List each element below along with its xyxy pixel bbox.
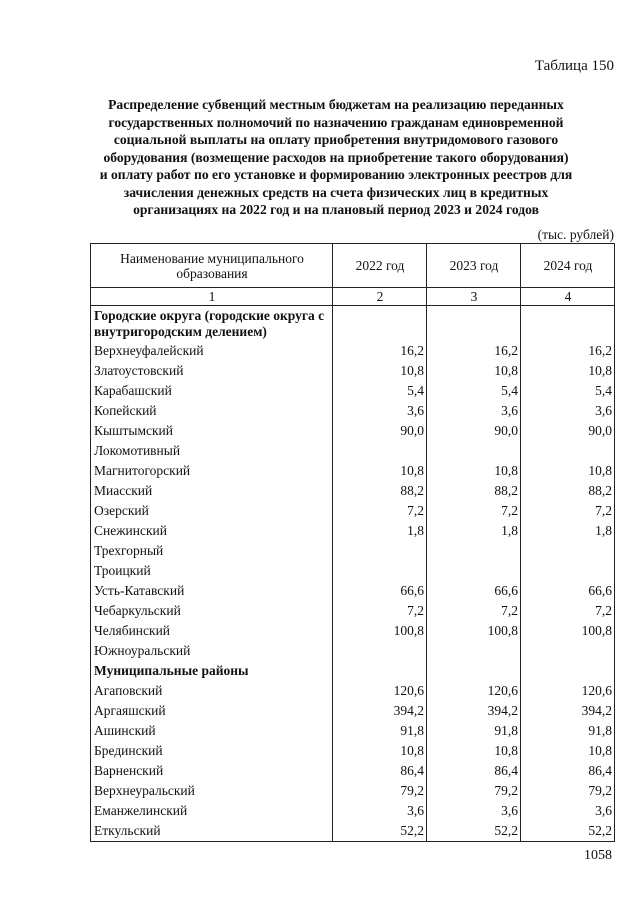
header-2023: 2023 год xyxy=(427,244,521,288)
page-number: 1058 xyxy=(584,848,612,863)
value-y2023: 3,6 xyxy=(427,401,521,421)
table-row xyxy=(91,401,615,421)
column-number: 2 xyxy=(333,288,427,306)
table-row xyxy=(91,761,615,781)
title-line: социальной выплаты на оплату приобретения внутридомового газового xyxy=(113,132,559,147)
value-y2022: 90,0 xyxy=(333,421,427,441)
value-y2024: 1,8 xyxy=(521,521,615,541)
municipality-name: Миасский xyxy=(91,481,333,501)
table-row xyxy=(91,641,615,661)
empty-cell xyxy=(333,306,427,342)
municipality-name: Аргаяшский xyxy=(91,701,333,721)
value-y2023: 10,8 xyxy=(427,361,521,381)
title-line: Распределение субвенций местным бюджетам на реализацию переданных xyxy=(108,97,564,112)
value-y2024: 86,4 xyxy=(521,761,615,781)
document-title xyxy=(60,96,612,219)
value-y2022: 10,8 xyxy=(333,361,427,381)
municipality-name: Еманжелинский xyxy=(91,801,333,821)
value-y2022: 394,2 xyxy=(333,701,427,721)
table-row xyxy=(91,721,615,741)
municipality-name: Копейский xyxy=(91,401,333,421)
value-y2023: 79,2 xyxy=(427,781,521,801)
value-y2023 xyxy=(427,561,521,581)
value-y2023: 10,8 xyxy=(427,461,521,481)
header-2024: 2024 год xyxy=(521,244,615,288)
column-number: 1 xyxy=(91,288,333,306)
value-y2024 xyxy=(521,541,615,561)
empty-cell xyxy=(427,661,521,681)
value-y2022: 10,8 xyxy=(333,461,427,481)
value-y2023: 7,2 xyxy=(427,601,521,621)
value-y2022: 86,4 xyxy=(333,761,427,781)
empty-cell xyxy=(427,306,521,342)
table-label: Таблица 150 xyxy=(534,58,614,74)
value-y2022: 1,8 xyxy=(333,521,427,541)
value-y2024: 79,2 xyxy=(521,781,615,801)
value-y2024: 7,2 xyxy=(521,501,615,521)
value-y2022: 16,2 xyxy=(333,341,427,361)
value-y2023: 66,6 xyxy=(427,581,521,601)
municipality-name: Усть-Катавский xyxy=(91,581,333,601)
value-y2024 xyxy=(521,561,615,581)
value-y2024: 120,6 xyxy=(521,681,615,701)
value-y2023: 90,0 xyxy=(427,421,521,441)
value-y2022: 66,6 xyxy=(333,581,427,601)
value-y2024: 394,2 xyxy=(521,701,615,721)
value-y2024 xyxy=(521,641,615,661)
column-number: 3 xyxy=(427,288,521,306)
value-y2022 xyxy=(333,561,427,581)
table-row xyxy=(91,741,615,761)
municipality-name: Верхнеуральский xyxy=(91,781,333,801)
value-y2023 xyxy=(427,441,521,461)
value-y2022: 7,2 xyxy=(333,501,427,521)
table-row xyxy=(91,581,615,601)
empty-cell xyxy=(333,661,427,681)
municipality-name: Брединский xyxy=(91,741,333,761)
group-title: Муниципальные районы xyxy=(91,661,333,681)
column-number-row xyxy=(91,288,615,306)
municipality-name: Озерский xyxy=(91,501,333,521)
value-y2024: 3,6 xyxy=(521,401,615,421)
table-row xyxy=(91,481,615,501)
table-body xyxy=(91,306,615,842)
table-row xyxy=(91,461,615,481)
municipality-name: Локомотивный xyxy=(91,441,333,461)
units-label: (тыс. рублей) xyxy=(537,227,614,242)
value-y2022: 7,2 xyxy=(333,601,427,621)
value-y2022: 120,6 xyxy=(333,681,427,701)
value-y2022: 3,6 xyxy=(333,801,427,821)
municipality-name: Златоустовский xyxy=(91,361,333,381)
value-y2024: 90,0 xyxy=(521,421,615,441)
table-row xyxy=(91,781,615,801)
municipality-name: Варненский xyxy=(91,761,333,781)
municipality-name: Верхнеуфалейский xyxy=(91,341,333,361)
value-y2023: 394,2 xyxy=(427,701,521,721)
value-y2024: 91,8 xyxy=(521,721,615,741)
value-y2023: 120,6 xyxy=(427,681,521,701)
table-row xyxy=(91,521,615,541)
value-y2023: 52,2 xyxy=(427,821,521,842)
municipality-name: Снежинский xyxy=(91,521,333,541)
table-row xyxy=(91,441,615,461)
value-y2022: 10,8 xyxy=(333,741,427,761)
value-y2024: 100,8 xyxy=(521,621,615,641)
municipality-name: Южноуральский xyxy=(91,641,333,661)
municipality-name: Челябинский xyxy=(91,621,333,641)
value-y2023 xyxy=(427,541,521,561)
value-y2023: 3,6 xyxy=(427,801,521,821)
value-y2024: 10,8 xyxy=(521,461,615,481)
municipality-name: Чебаркульский xyxy=(91,601,333,621)
table-row xyxy=(91,821,615,842)
value-y2023: 88,2 xyxy=(427,481,521,501)
value-y2024: 7,2 xyxy=(521,601,615,621)
value-y2022: 52,2 xyxy=(333,821,427,842)
value-y2024: 10,8 xyxy=(521,741,615,761)
header-row xyxy=(91,244,615,288)
value-y2022: 79,2 xyxy=(333,781,427,801)
value-y2023: 91,8 xyxy=(427,721,521,741)
value-y2023: 16,2 xyxy=(427,341,521,361)
title-line: и оплату работ по его установке и формированию электронных реестров для xyxy=(99,167,573,182)
value-y2023: 86,4 xyxy=(427,761,521,781)
title-line: государственных полномочий по назначению гражданам единовременной xyxy=(108,114,564,130)
table-row xyxy=(91,601,615,621)
table-row xyxy=(91,801,615,821)
header-municipality: Наименование муниципального образования xyxy=(91,244,333,288)
municipality-name: Еткульский xyxy=(91,821,333,842)
value-y2024: 5,4 xyxy=(521,381,615,401)
value-y2022: 3,6 xyxy=(333,401,427,421)
value-y2024: 3,6 xyxy=(521,801,615,821)
municipality-name: Карабашский xyxy=(91,381,333,401)
value-y2024: 10,8 xyxy=(521,361,615,381)
title-line: организациях на 2022 год и на плановый период 2023 и 2024 годов xyxy=(133,202,539,217)
value-y2023: 7,2 xyxy=(427,501,521,521)
group-header-row xyxy=(91,661,615,681)
municipality-name: Ашинский xyxy=(91,721,333,741)
table-row xyxy=(91,621,615,641)
value-y2022: 91,8 xyxy=(333,721,427,741)
column-number: 4 xyxy=(521,288,615,306)
municipality-name: Магнитогорский xyxy=(91,461,333,481)
value-y2022: 5,4 xyxy=(333,381,427,401)
value-y2024: 52,2 xyxy=(521,821,615,842)
table-row xyxy=(91,681,615,701)
empty-cell xyxy=(521,306,615,342)
table-row xyxy=(91,361,615,381)
value-y2022: 100,8 xyxy=(333,621,427,641)
value-y2023: 100,8 xyxy=(427,621,521,641)
title-line: оборудования (возмещение расходов на приобретение такого оборудования) xyxy=(103,149,569,165)
table-row xyxy=(91,701,615,721)
value-y2022: 88,2 xyxy=(333,481,427,501)
value-y2024: 88,2 xyxy=(521,481,615,501)
value-y2023: 1,8 xyxy=(427,521,521,541)
municipality-name: Троицкий xyxy=(91,561,333,581)
subventions-table xyxy=(90,243,615,842)
value-y2023 xyxy=(427,641,521,661)
header-2022: 2022 год xyxy=(333,244,427,288)
table-row xyxy=(91,341,615,361)
municipality-name: Агаповский xyxy=(91,681,333,701)
value-y2024 xyxy=(521,441,615,461)
group-title: Городские округа (городские округа с внутригородским делением) xyxy=(91,306,333,342)
title-line: зачисления денежных средств на счета физических лиц в кредитных xyxy=(123,184,549,200)
value-y2022 xyxy=(333,541,427,561)
value-y2024: 66,6 xyxy=(521,581,615,601)
table-row xyxy=(91,541,615,561)
table-row xyxy=(91,501,615,521)
table-row xyxy=(91,421,615,441)
value-y2024: 16,2 xyxy=(521,341,615,361)
value-y2023: 5,4 xyxy=(427,381,521,401)
value-y2022 xyxy=(333,441,427,461)
municipality-name: Кыштымский xyxy=(91,421,333,441)
group-header-row xyxy=(91,306,615,342)
municipality-name: Трехгорный xyxy=(91,541,333,561)
table-row xyxy=(91,561,615,581)
value-y2022 xyxy=(333,641,427,661)
empty-cell xyxy=(521,661,615,681)
table-row xyxy=(91,381,615,401)
value-y2023: 10,8 xyxy=(427,741,521,761)
